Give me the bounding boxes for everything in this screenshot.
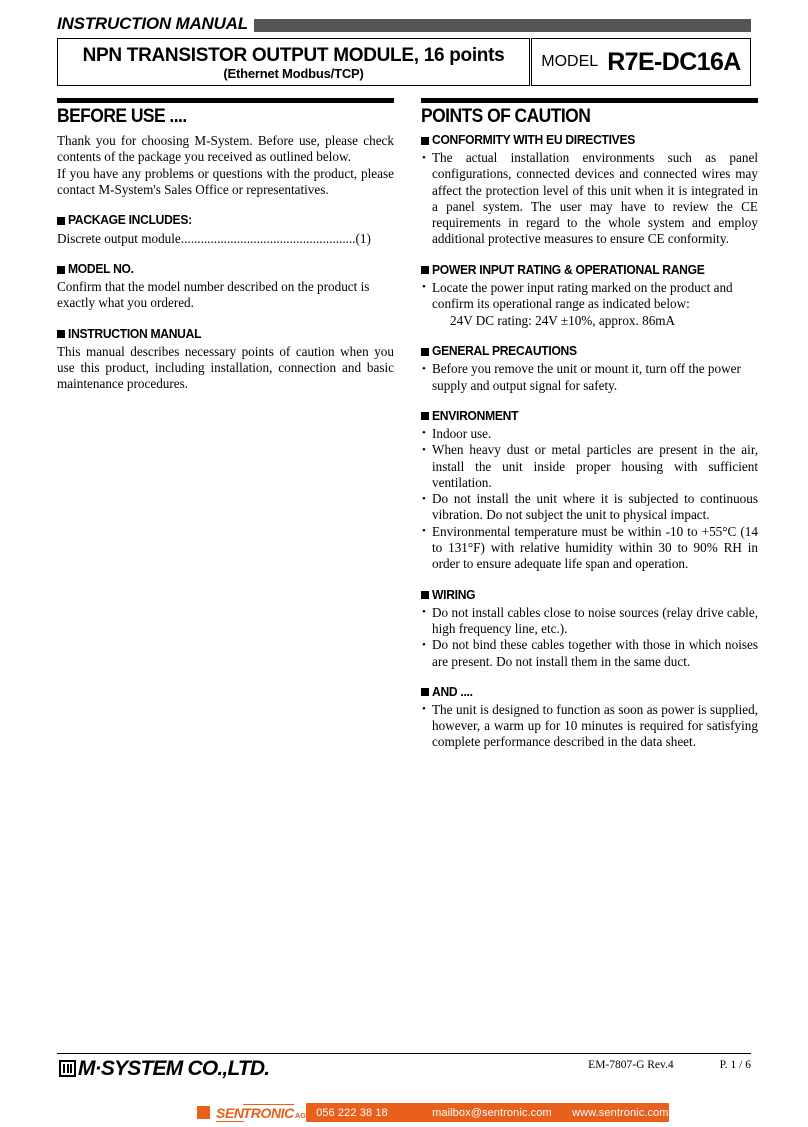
and-label: AND .... bbox=[432, 684, 473, 699]
sentronic-banner bbox=[196, 1103, 669, 1122]
wiring-heading bbox=[421, 588, 758, 603]
bullet-square-icon bbox=[421, 591, 429, 599]
power-input-bullets bbox=[421, 280, 758, 313]
list-item: • Indoor use. bbox=[421, 426, 758, 442]
instruction-manual-body: This manual describes necessary points of caution when you use this product, including installation, connection and basic maintenance procedures. bbox=[57, 343, 394, 392]
sentronic-wordmark bbox=[216, 1104, 306, 1122]
and-heading bbox=[421, 685, 758, 700]
sentronic-logo bbox=[196, 1103, 306, 1122]
right-column bbox=[421, 98, 758, 751]
bullet-square-icon bbox=[421, 266, 429, 274]
bullet-square-icon bbox=[421, 137, 429, 145]
power-rating-line: 24V DC rating: 24V ±10%, approx. 86mA bbox=[450, 313, 676, 329]
list-item: • The unit is designed to function as soon as power is supplied, however, a warm up for 10 minutes is required for satisfying complete performance described in the data sheet. bbox=[421, 702, 758, 751]
list-item: • The actual installation environments such as panel configurations, connected devices and connected wires may affect the protection level of this unit when it is integrated in a panel system. The user may have to review the CE requirements in regard to the whole system and employ additional protective measures to ensure CE conformity. bbox=[421, 150, 758, 248]
sentronic-phone[interactable]: 056 222 38 18 bbox=[316, 1106, 388, 1119]
document-header bbox=[57, 13, 751, 35]
list-item: • Do not install cables close to noise sources (relay drive cable, high frequency line, etc.). bbox=[421, 605, 758, 638]
sentronic-word-ag: AG bbox=[294, 1110, 307, 1120]
model-no-body: Confirm that the model number described on the product is exactly what you ordered. bbox=[57, 279, 370, 311]
package-item-qty: (1) bbox=[355, 231, 371, 247]
model-no-heading bbox=[57, 262, 394, 277]
package-includes-heading bbox=[57, 213, 394, 228]
bullet-square-icon bbox=[57, 330, 65, 338]
package-includes-label: PACKAGE INCLUDES: bbox=[68, 213, 192, 228]
m-system-wordmark: M·SYSTEM CO.,LTD. bbox=[78, 1057, 270, 1080]
section-rule bbox=[57, 98, 394, 103]
m-system-mark-icon bbox=[59, 1060, 76, 1077]
power-input-label: POWER INPUT RATING & OPERATIONAL RANGE bbox=[432, 262, 705, 277]
package-item-row bbox=[57, 230, 394, 247]
package-item-leader: ..................................................... bbox=[180, 231, 356, 247]
power-input-heading bbox=[421, 263, 758, 278]
points-of-caution-title: POINTS OF CAUTION bbox=[421, 106, 591, 127]
conformity-label: CONFORMITY WITH EU DIRECTIVES bbox=[432, 133, 636, 147]
instruction-manual-heading bbox=[57, 327, 394, 342]
conformity-heading bbox=[421, 133, 758, 148]
title-row bbox=[57, 38, 751, 86]
list-item: • Environmental temperature must be within -10 to +55°C (14 to 131°F) with relative humidity within 30 to 90% RH in order to ensure adequate life span and operation. bbox=[421, 524, 758, 573]
sentronic-email[interactable]: mailbox@sentronic.com bbox=[432, 1106, 552, 1119]
sentronic-contact-bar bbox=[306, 1103, 668, 1122]
page-footer bbox=[57, 1056, 751, 1090]
model-no-label: MODEL NO. bbox=[68, 262, 134, 277]
wiring-label: WIRING bbox=[432, 587, 476, 602]
document-number: EM-7807-G Rev.4 bbox=[588, 1059, 674, 1071]
general-precautions-label: GENERAL PRECAUTIONS bbox=[432, 344, 577, 359]
sentronic-square-icon bbox=[197, 1106, 210, 1119]
list-item: • Before you remove the unit or mount it, turn off the power supply and output signal for safety. bbox=[421, 361, 758, 394]
package-item-name: Discrete output module bbox=[57, 231, 181, 247]
header-gray-bar bbox=[254, 19, 751, 32]
sentronic-word-tronic: TRONIC bbox=[242, 1104, 294, 1121]
footer-divider bbox=[57, 1053, 751, 1054]
bullet-square-icon bbox=[57, 217, 65, 225]
before-use-intro-2: If you have any problems or questions with the product, please contact M-System's Sales Office or representatives. bbox=[57, 165, 394, 197]
footer-meta bbox=[588, 1058, 751, 1072]
m-system-logo bbox=[59, 1058, 269, 1079]
environment-bullets bbox=[421, 426, 758, 573]
bullet-square-icon bbox=[421, 688, 429, 696]
list-item: • When heavy dust or metal particles are present in the air, install the unit inside proper housing with sufficient ventilation. bbox=[421, 442, 758, 491]
sentronic-website[interactable]: www.sentronic.com bbox=[572, 1106, 669, 1119]
general-precautions-bullets bbox=[421, 361, 758, 394]
sentronic-word-sen: SEN bbox=[216, 1104, 244, 1121]
model-label: MODEL bbox=[541, 53, 599, 70]
bullet-square-icon bbox=[421, 412, 429, 420]
document-type-label: INSTRUCTION MANUAL bbox=[57, 14, 248, 33]
list-item: • Do not bind these cables together with those in which noises are present. Do not install them in the same duct. bbox=[421, 637, 758, 670]
left-column bbox=[57, 98, 394, 393]
environment-heading bbox=[421, 409, 758, 424]
product-subtitle: (Ethernet Modbus/TCP) bbox=[223, 65, 364, 81]
conformity-bullets bbox=[421, 150, 758, 248]
and-bullets bbox=[421, 702, 758, 751]
page-number: P. 1 / 6 bbox=[719, 1059, 751, 1071]
instruction-manual-label: INSTRUCTION MANUAL bbox=[68, 326, 202, 341]
wiring-bullets bbox=[421, 605, 758, 670]
bullet-square-icon bbox=[57, 266, 65, 274]
model-box bbox=[531, 38, 751, 86]
list-item: • Locate the power input rating marked on the product and confirm its operational range as indicated below: bbox=[421, 280, 758, 313]
before-use-title: BEFORE USE .... bbox=[57, 106, 187, 127]
model-value: R7E-DC16A bbox=[607, 47, 741, 76]
product-title: NPN TRANSISTOR OUTPUT MODULE, 16 points bbox=[82, 44, 505, 66]
bullet-square-icon bbox=[421, 348, 429, 356]
section-rule bbox=[421, 98, 758, 103]
general-precautions-heading bbox=[421, 344, 758, 359]
list-item: • Do not install the unit where it is subjected to continuous vibration. Do not subject the unit to physical impact. bbox=[421, 491, 758, 524]
product-title-box bbox=[57, 38, 530, 86]
before-use-intro-1: Thank you for choosing M-System. Before use, please check contents of the package you received as outlined below. bbox=[57, 133, 394, 165]
environment-label: ENVIRONMENT bbox=[432, 408, 519, 423]
